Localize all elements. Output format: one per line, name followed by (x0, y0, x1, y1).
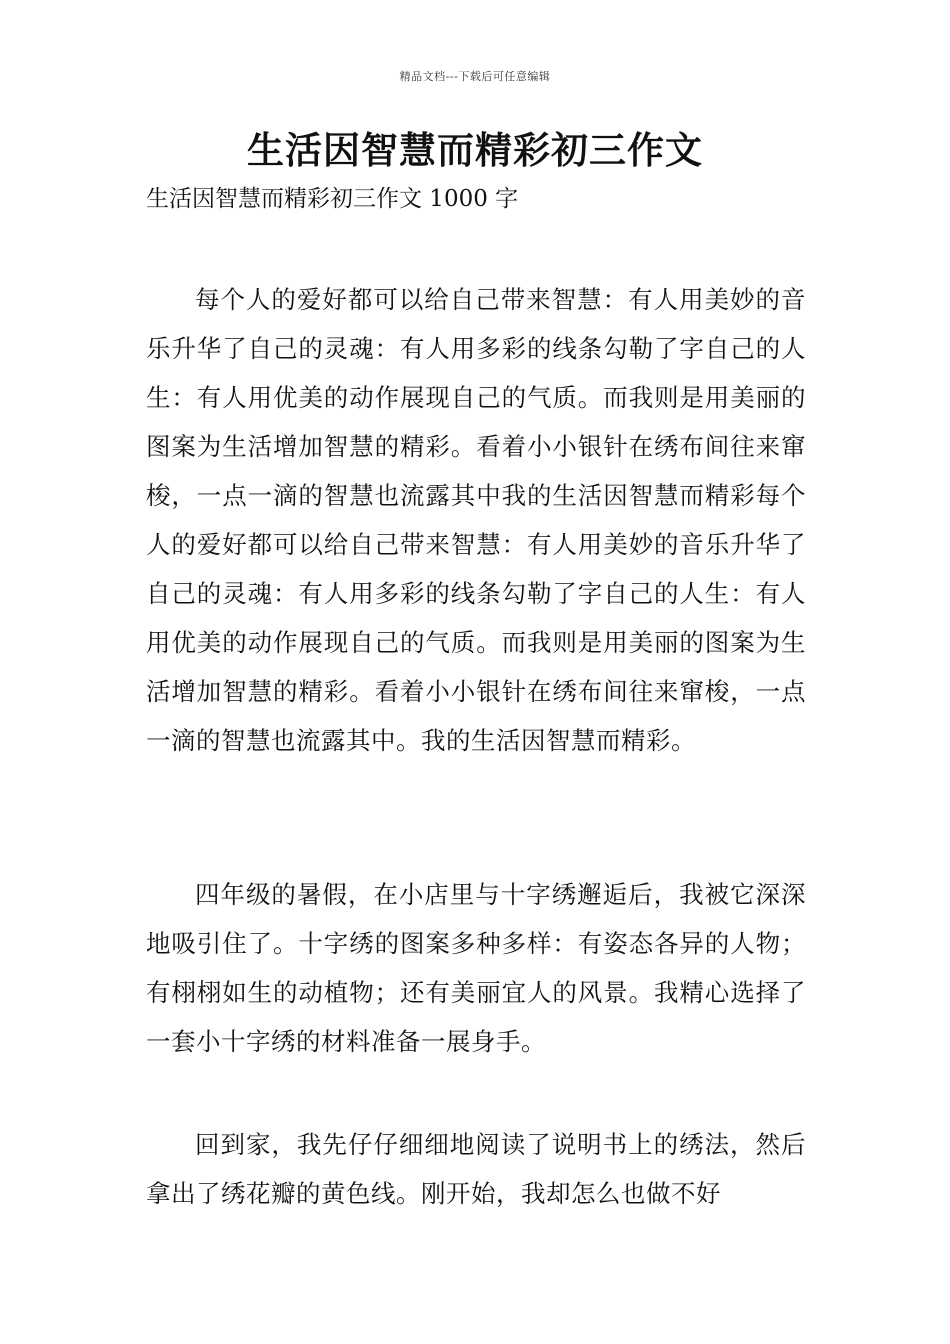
header-note: 精品文档---下载后可任意编辑 (399, 70, 551, 83)
paragraph-1: 每个人的爱好都可以给自己带来智慧：有人用美妙的音乐升华了自己的灵魂：有人用多彩的线条勾勒了字自己的人生：有人用优美的动作展现自己的气质。而我则是用美丽的图案为生活增加智慧的精彩。看着小小银针在绣布间往来窜梭，一点一滴的智慧也流露其中我的生活因智慧而精彩每个人的爱好都可以给自己带来智慧：有人用美妙的音乐升华了自己的灵魂：有人用多彩的线条勾勒了字自己的人生：有人用优美的动作展现自己的气质。而我则是用美丽的图案为生活增加智慧的精彩。看着小小银针在绣布间往来窜梭，一点一滴的智慧也流露其中。我的生活因智慧而精彩。 (146, 285, 806, 755)
document-title: 生活因智慧而精彩初三作文 (247, 128, 703, 172)
paragraph-3: 回到家，我先仔仔细细地阅读了说明书上的绣法，然后拿出了绣花瓣的黄色线。刚开始，我却怎么也做不好 (146, 1130, 806, 1208)
document-subtitle: 生活因智慧而精彩初三作文 1000 字 (146, 186, 519, 212)
paragraph-2: 四年级的暑假，在小店里与十字绣邂逅后，我被它深深地吸引住了。十字绣的图案多种多样：有姿态各异的人物；有栩栩如生的动植物；还有美丽宜人的风景。我精心选择了一套小十字绣的材料准备一展身手。 (146, 880, 806, 1056)
